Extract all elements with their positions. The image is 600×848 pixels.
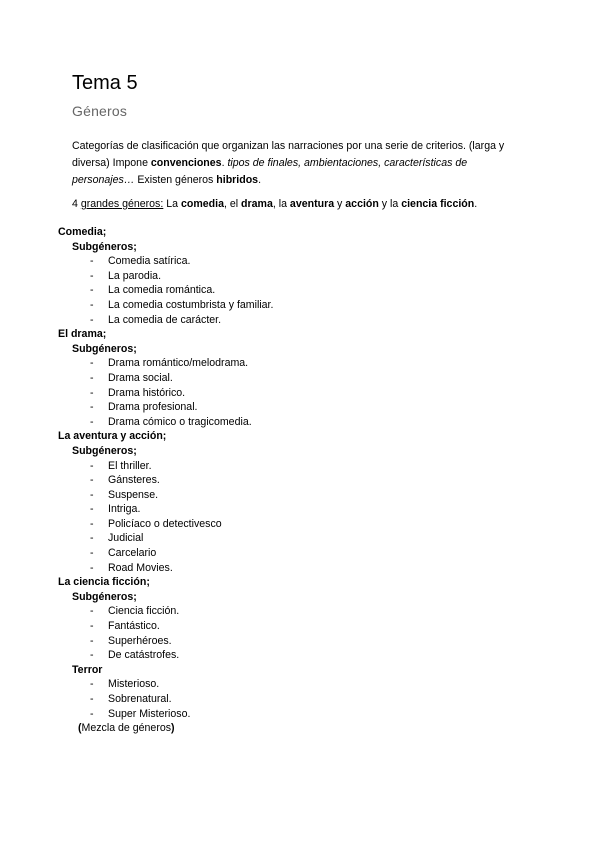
list-item	[58, 400, 538, 415]
summary-line	[72, 197, 542, 211]
list-dash: -	[90, 517, 94, 530]
summary-t6: .	[474, 198, 478, 210]
list-item-text: Carcelario	[108, 547, 157, 560]
summary-t4: y	[334, 198, 346, 210]
list-item-text: Drama romántico/melodrama.	[108, 357, 249, 370]
list-item-text: Intriga.	[108, 503, 141, 516]
list-item-text: Fantástico.	[108, 620, 160, 633]
category-comedia: Comedia;	[58, 226, 107, 238]
subgenres-label: Subgéneros;	[72, 240, 137, 253]
intro-italic-types: tipos de finales, ambientaciones, características de personajes…	[72, 157, 468, 186]
note-text: Mezcla de géneros	[81, 722, 172, 735]
list-dash: -	[90, 488, 94, 501]
list-dash: -	[90, 561, 94, 574]
note-close-paren: )	[171, 722, 175, 735]
list-item-text: Super Misterioso.	[108, 707, 191, 720]
list-dash: -	[90, 474, 94, 487]
list-dash: -	[90, 605, 94, 618]
list-dash: -	[90, 649, 94, 662]
intro-bold-convenciones: convenciones	[150, 157, 222, 169]
list-item-text: Drama profesional.	[108, 401, 198, 414]
summary-aventura: aventura	[289, 198, 335, 210]
list-dash: -	[90, 371, 94, 384]
list-item	[58, 677, 538, 692]
list-item-text: La parodia.	[108, 269, 162, 282]
list-item	[58, 313, 538, 328]
list-item	[58, 517, 538, 532]
list-item-text: Suspense.	[108, 488, 159, 501]
list-item-text: El thriller.	[108, 459, 152, 472]
list-item	[58, 269, 538, 284]
list-dash: -	[90, 284, 94, 297]
list-item-text: Misterioso.	[108, 678, 160, 691]
list-item	[58, 254, 538, 269]
list-item	[58, 298, 538, 313]
summary-t2: , el	[223, 198, 242, 210]
list-dash: -	[90, 693, 94, 705]
summary-n: 4	[72, 198, 81, 210]
summary-ciencia-ficcion: ciencia ficción	[401, 198, 475, 210]
list-item-text: Comedia satírica.	[108, 255, 191, 268]
genre-outline	[58, 225, 538, 736]
intro-text-4: .	[258, 174, 262, 186]
terror-label: Terror	[72, 663, 103, 676]
list-item-text: Drama cómico o tragicomedia.	[108, 415, 252, 428]
category-drama: El drama;	[58, 328, 107, 341]
summary-drama: drama	[241, 198, 273, 210]
list-dash: -	[90, 707, 94, 720]
hybrid-note	[78, 721, 538, 736]
list-item	[58, 502, 538, 517]
summary-t1: La	[163, 198, 181, 210]
summary-t5: y la	[378, 198, 402, 210]
category-aventura-accion: La aventura y acción;	[58, 430, 167, 443]
list-item	[58, 634, 538, 649]
subgenres-label: Subgéneros;	[72, 590, 137, 603]
list-item-text: Policíaco o detectivesco	[108, 517, 222, 530]
list-dash: -	[90, 532, 94, 545]
list-dash: -	[90, 620, 94, 633]
list-dash: -	[90, 269, 94, 282]
list-item-text: Drama histórico.	[108, 386, 186, 399]
list-item	[58, 371, 538, 386]
doc-subtitle: Géneros	[72, 103, 128, 119]
list-dash: -	[90, 386, 94, 399]
intro-paragraph	[72, 138, 532, 189]
list-item	[58, 561, 538, 576]
list-item-text: Superhéroes.	[108, 634, 172, 647]
category-ciencia-ficcion: La ciencia ficción;	[58, 576, 150, 589]
list-item-text: Road Movies.	[108, 561, 173, 574]
list-item	[58, 604, 538, 619]
list-dash: -	[90, 459, 94, 472]
list-item	[58, 415, 538, 430]
list-dash: -	[90, 401, 94, 414]
list-item	[58, 356, 538, 371]
list-dash: -	[90, 503, 94, 516]
list-item	[58, 546, 538, 561]
list-dash: -	[90, 415, 94, 428]
list-item	[58, 619, 538, 634]
intro-text-1: Categorías de clasificación que organizan las narraciones por una serie de criterios. (larga y diversa) Impone	[72, 140, 505, 169]
intro-text-3: Existen géneros	[134, 174, 217, 186]
summary-comedia: comedia	[180, 198, 224, 210]
summary-accion: acción	[345, 198, 379, 210]
list-dash: -	[90, 357, 94, 370]
list-dash: -	[90, 255, 94, 268]
list-item-text: Judicial	[108, 532, 144, 545]
list-item	[58, 473, 538, 488]
summary-underline: grandes géneros:	[80, 198, 164, 210]
list-item	[58, 648, 538, 663]
list-item-text: La comedia de carácter.	[108, 313, 222, 326]
summary-t3: , la	[272, 198, 290, 210]
list-item	[58, 692, 538, 707]
subgenres-label: Subgéneros;	[72, 444, 137, 457]
list-item-text: Drama social.	[108, 371, 173, 384]
list-item-text: Ciencia ficción.	[108, 605, 180, 618]
note-open-paren: (	[78, 722, 82, 735]
list-item	[58, 386, 538, 401]
list-item	[58, 488, 538, 503]
doc-title: Tema 5	[72, 72, 138, 94]
list-dash: -	[90, 634, 94, 647]
intro-text-2: .	[221, 157, 228, 169]
list-dash: -	[90, 547, 94, 560]
list-item-text: Gánsteres.	[108, 474, 160, 487]
list-item	[58, 707, 538, 722]
list-item-text: La comedia romántica.	[108, 284, 216, 297]
list-item-text: De catástrofes.	[108, 649, 180, 662]
list-dash: -	[90, 313, 94, 326]
subgenres-label: Subgéneros;	[72, 342, 137, 355]
list-dash: -	[90, 678, 94, 691]
list-item	[58, 459, 538, 474]
list-dash: -	[90, 298, 94, 311]
list-item	[58, 283, 538, 298]
list-item	[58, 531, 538, 546]
list-item-text: Sobrenatural.	[108, 693, 172, 705]
list-item-text: La comedia costumbrista y familiar.	[108, 298, 274, 311]
intro-bold-hibridos: hibridos	[216, 174, 259, 186]
